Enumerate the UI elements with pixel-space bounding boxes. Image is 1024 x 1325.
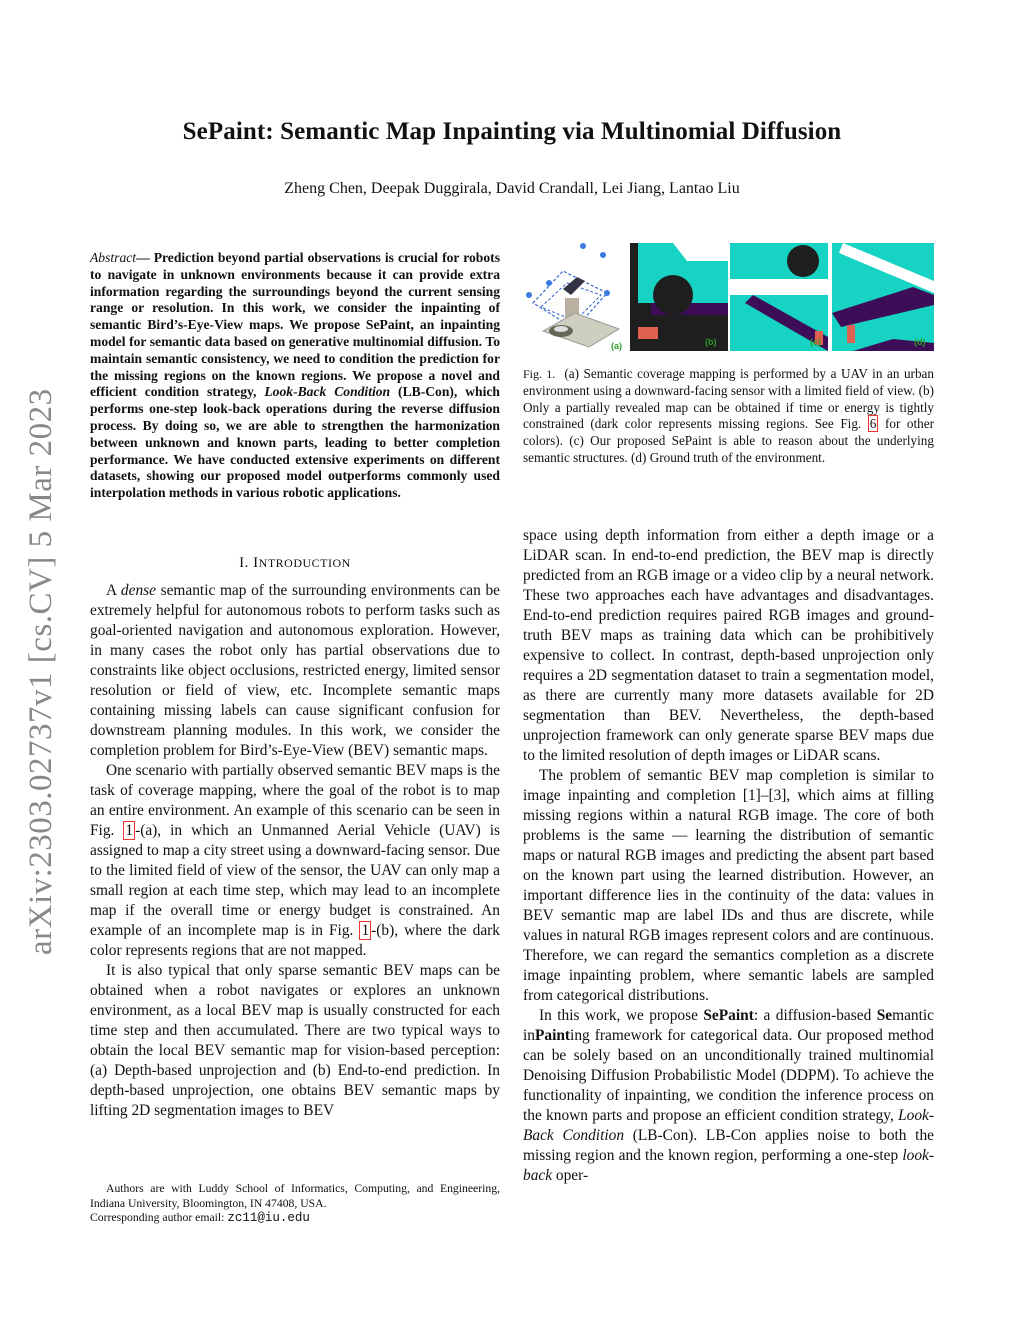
- panel-c-prediction: [730, 243, 828, 351]
- right-column: [523, 526, 934, 1186]
- intro-paragraph: A dense semantic map of the surrounding environments can be extremely helpful for autonomous robots to perform tasks such as goal-oriented navigation and autonomous exploration. However, in many cases the robot only has partial observations due to constraints like object occlusions, restricted energy, limited sensor resolution or field of view, etc. Incomplete semantic maps containing missing labels can cause significant confusion for downstream planning modules. In this work, we consider the completion problem for Bird’s-Eye-View (BEV) semantic maps.: [90, 582, 500, 759]
- paper-title: SePaint: Semantic Map Inpainting via Multinomial Diffusion: [182, 118, 842, 145]
- panel-label: (b): [705, 337, 717, 347]
- body-paragraph: In this work, we propose SePaint: a diffusion-based Semantic inPainting framework for categorical data. Our proposed method can be solely based on an unconditionally trained multinomial Denoising Diffusion Probabilistic Model (DDPM). To achieve the functionality of inpainting, we condition the inference process on the known parts and propose an efficient condition strategy, Look-Back Condition (LB-Con). LB-Con applies noise to both the missing region and the known region, performing a one-step look-back oper-: [523, 1007, 934, 1184]
- author-email[interactable]: zc11@iu.edu: [227, 1211, 310, 1225]
- panel-b-partial-map: [630, 243, 728, 351]
- abstract-emphasis: Look-Back Condition: [264, 384, 391, 400]
- panel-label: (c): [810, 337, 821, 347]
- intro-paragraph: One scenario with partially observed semantic BEV maps is the task of coverage mapping, where the goal of the robot is to map an entire environment. An example of this scenario can be seen in Fig. 1 -(a), in which an Unmanned Aerial Vehicle (UAV) is assigned to map a city street using a downward-facing sensor. Due to the limited field of view of the sensor, the UAV can only map a small region at each time step, which may lead to an incomplete map if the overall time or energy budget is constrained. An example of an incomplete map is in Fig. 1 -(b), where the dark color represents regions that are not mapped.: [90, 762, 500, 959]
- figure-caption: Fig. 1. (a) Semantic coverage mapping is performed by a UAV in an urban environment using a downward-facing sensor with a limited field of view. (b) Only a partially revealed map can be obtained if time or energy is tightly constrained (dark color represents missing regions. See Fig. 6 for other colors). (c) Our proposed SePaint is able to reason about the underlying semantic structures. (d) Ground truth of the environment.: [523, 366, 934, 465]
- figure-ref-link[interactable]: 1: [125, 822, 134, 839]
- abstract: Abstract— Prediction beyond partial observations is crucial for robots to navigate in unknown environments because it can provide extra information regarding the surroundings beyond the current sensing range or resolution. In this work, we consider the inpainting of semantic Bird’s-Eye-View maps. We propose SePaint, an inpainting model for semantic data based on generative multinomial diffusion. To maintain semantic consistency, we need to condition the prediction for the missing regions on the known regions. We propose a novel and efficient condition strategy, Look-Back Condition (LB-Con), which performs one-step look-back operations during the reverse diffusion process. By doing so, we are able to strengthen the harmonization between unknown and known parts, leading to better completion performance. We have conducted extensive experiments on different datasets, showing our proposed model outperforms commonly used interpolation methods in various robotic applications.: [90, 250, 500, 501]
- figure-ref-link[interactable]: 1: [361, 922, 370, 939]
- footnote: Authors are with Luddy School of Informatics, Computing, and Engineering, Indiana University, Bloomington, IN 47408, USA. Corresponding author email: zc11@iu.edu: [90, 1182, 500, 1225]
- panel-d-ground-truth: [832, 243, 934, 351]
- author-list: Zheng Chen, Deepak Duggirala, David Crandall, Lei Jiang, Lantao Liu: [284, 180, 740, 197]
- figure-panels: [523, 243, 934, 351]
- panel-a-uav-scene: [523, 243, 628, 351]
- body-paragraph: space using depth information from either a depth image or a LiDAR scan. In end-to-end prediction, the BEV map is directly predicted from an RGB image or a video clip by a neural network. These two approaches each have advantages and disadvantages. End-to-end prediction requires paired RGB images and ground-truth BEV maps as training data which can be prohibitively expensive to collect. In contrast, depth-based unprojection only requires a 2D segmentation dataset to train a segmentation model, as there are currently many more datasets available for 2D segmentation than BEV. Nevertheless, the depth-based unprojection framework can only generate sparse BEV maps due to the limited resolution of depth images or LiDAR scans.: [523, 527, 934, 764]
- figure-ref-link[interactable]: 6: [869, 416, 877, 432]
- panel-label: (d): [914, 337, 926, 347]
- intro-left-column: [90, 581, 500, 1121]
- section-heading: I. INTRODUCTION: [239, 555, 351, 571]
- abstract-label: Abstract: [90, 250, 137, 265]
- body-paragraph: The problem of semantic BEV map completion is similar to image inpainting and completion [1]–[3], which aims at filling missing regions within a natural RGB image. The core of both problems is the same — learning the distribution of semantic maps or natural RGB images and predicting the absent part based on the known part using the learned distribution. However, an important difference lies in the continuity of the data: values in BEV semantic map are label IDs and thus are discrete, while values in natural RGB images represent colors and are continuous. Therefore, we can regard the semantics completion as a discrete image inpainting problem, where semantic labels are sampled from categorical distributions.: [523, 767, 934, 1004]
- caption-label: Fig. 1.: [523, 367, 556, 381]
- figure-1: [523, 243, 934, 351]
- arxiv-stamp: arXiv:2303.02737v1 [cs.CV] 5 Mar 2023: [23, 388, 59, 955]
- panel-label: (a): [611, 341, 622, 351]
- intro-paragraph: It is also typical that only sparse semantic BEV maps can be obtained when a robot navigates or explores an unknown environment, as a local BEV map is usually constructed for each time step and then accumulated. There are two typical ways to obtain the local BEV semantic map for vision-based perception: (a) Depth-based unprojection and (b) End-to-end prediction. In depth-based unprojection, one obtains BEV semantic maps by lifting 2D segmentation images to BEV: [90, 962, 500, 1119]
